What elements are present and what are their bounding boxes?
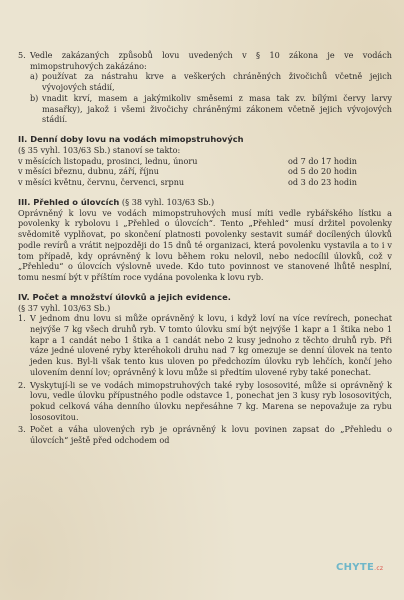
section-4-paragraph-1 [18,313,392,377]
hours-range: od 5 do 20 hodin [288,166,357,177]
section-3 [18,197,392,283]
section-3-heading-line [18,197,392,208]
section-4-paragraph-2 [18,380,392,423]
section-5-point-a [30,71,392,92]
watermark-main: CHYTE [336,562,375,573]
section-3-heading-note: (§ 38 vyhl. 103/63 Sb.) [121,196,215,207]
paragraph-text: V jednom dnu lovu si může oprávněný k lovu, i když loví na více revírech, ponechat nejvýše 7 kg všech druhů ryb. V tomto úlovku smí být nejvýše 1 kapr a 1 štika nebo 1 kapr a 1 candát nebo 1 štika a 1 candát nebo 2 kusy jednoho z těchto druhů ryb. Při váze jedné ulovené ryby kteréhokoli druhu nad 7 kg omezuje se denní úlovek na tento jeden kus. Byl-li však tento kus uloven po předchozím úlovku ryb lehčích, končí jeho ulovením denní lov; oprávněný k lovu může si předtím ulovené ryby také ponechat. [30,313,392,377]
watermark-domain: .cz [374,565,384,572]
section-5 [18,50,392,125]
point-b-label: b) [30,92,39,103]
paragraph-text: Počet a váha ulovených ryb je oprávněný k lovu povinen zapsat do „Přehledu o úlovcích“ ještě před odchodem od [30,424,392,446]
paragraph-text: Vyskytují-li se ve vodách mimopstruhových také ryby lososovité, může si oprávněný k lovu, vedle úlovku přípustného podle odstavce 1, ponechat jen 3 kusy ryb lososovitých, pokud celková váha denního úlovku nepřesáhne 7 kg. Marena se nepovažuje za rybu lososovitou. [30,379,392,422]
section-3-text: Oprávněný k lovu ve vodách mimopstruhových musí míti vedle rybářského lístku a povolenky k rybolovu i „Přehled o úlovcích“. Tento „Přehled“ musí držitel povolenky svědomitě vyplňovat, po skončení platnosti povolenky sestavit sumář docílených úlovků podle revírů a vrátit nejpozději do 15 dnů té organizaci, která povolenku vystavila a to i v tom případě, kdy oprávněný k lovu během roku nelovil, nebo nedocílil úlovků, což v „Přehledu“ o úlovcích výslovně uvede. Kdo tuto povinnost ve stanovené lhůtě nesplní, tomu nesmí být v příštím roce vydána povolenka k lovu ryb. [18,207,392,282]
paragraph-number: 2. [18,379,26,390]
document-text [18,50,392,446]
point-b-text: vnadit krví, masem a jakýmikoliv směsemi z masa tak zv. bílými červy larvy masařky), jakož i všemi živočichy chráněnými zákonem včetně jejich vývojových stádií. [42,92,392,125]
section-4-heading: IV. Počet a množství úlovků a jejich evidence. [18,291,231,302]
paragraph-number: 3. [18,424,26,435]
point-a-text: používat za nástrahu krve a veškerých chráněných živočichů včetně jejich vývojových stádií, [42,71,392,93]
section-2 [18,134,392,188]
hours-months: v měsících listopadu, prosinci, lednu, únoru [18,155,198,166]
hours-row [18,166,392,177]
hours-months: v měsíci květnu, červnu, červenci, srpnu [18,177,185,188]
section-4-paragraph-3 [18,424,392,445]
section-5-point-b [30,93,392,125]
paragraph-number: 1. [18,313,26,324]
section-2-intro: (§ 35 vyhl. 103/63 Sb.) stanoví se takto: [18,144,181,155]
hours-range: od 7 do 17 hodin [288,155,357,166]
point-a-label: a) [30,71,38,82]
hours-row [18,177,392,188]
section-2-heading: II. Denní doby lovu na vodách mimopstruhových [18,133,244,144]
section-4-intro: (§ 37 vyhl. 103/63 Sb.) [18,302,111,313]
section-4 [18,292,392,446]
hours-row [18,156,392,167]
section-5-number: 5. [18,50,26,60]
section-3-heading: III. Přehled o úlovcích [18,196,120,207]
hours-range: od 3 do 23 hodin [288,177,357,188]
section-5-intro: Vedle zakázaných způsobů lovu uvedených v § 10 zákona je ve vodách mimopstruhových zakázáno: [30,50,392,71]
watermark-logo [336,562,383,573]
hours-months: v měsíci březnu, dubnu, září, říjnu [18,166,159,177]
